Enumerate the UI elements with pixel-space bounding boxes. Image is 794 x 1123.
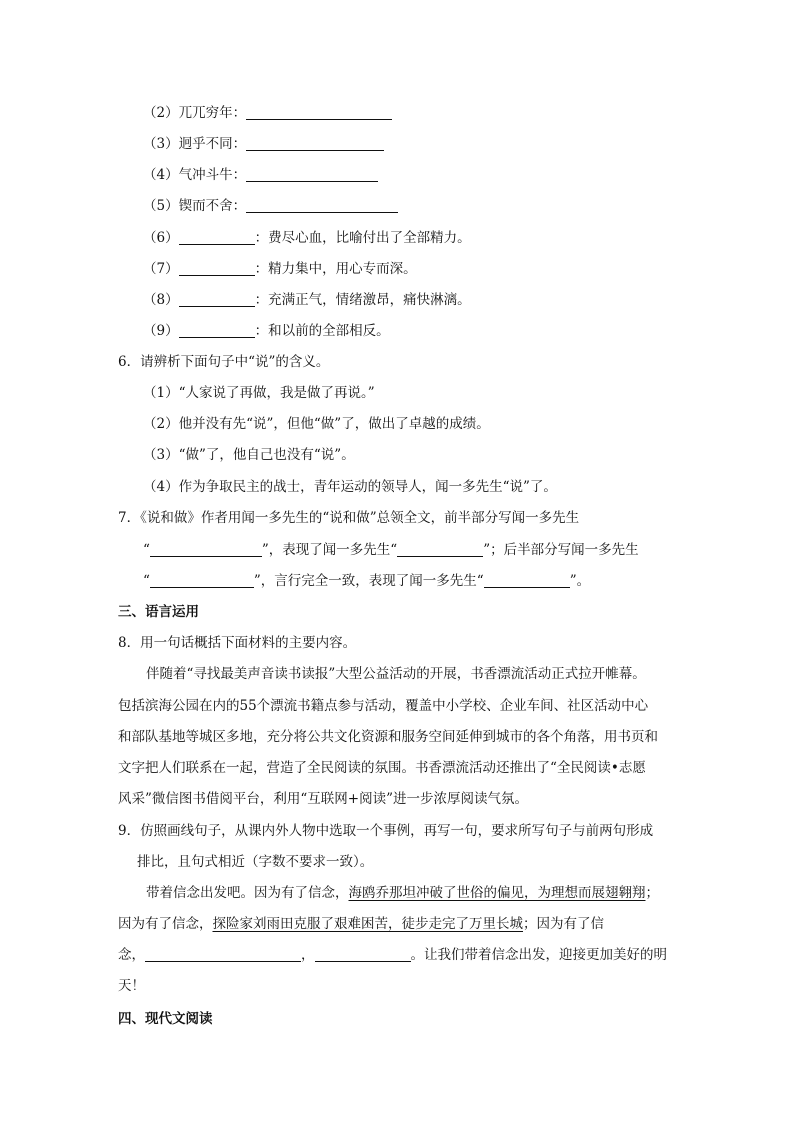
idiom-item-7: （7） ：精力集中，用心专而深。 [143,261,417,277]
question-9-para-line-2: 因为有了信念，探险家刘雨田克服了艰难困苦，徒步走完了万里长城；因为有了信 [118,916,604,932]
idiom-item-8: （8） ：充满正气，情绪激昂，痛快淋漓。 [143,292,471,308]
answer-blank[interactable] [150,573,254,588]
question-7-line-1: 7．《说和做》作者用闻一多先生的“说和做”总领全文，前半部分写闻一多先生 [118,510,580,526]
answer-blank[interactable] [179,261,255,276]
question-8-para-line-4: 文字把人们联系在一起，营造了全民阅读的氛围。书香漂流活动还推出了“全民阅读•志愿 [118,760,646,776]
answer-blank[interactable] [179,292,255,307]
question-9-para-line-3: 念， ， 。让我们带着信念出发，迎接更加美好的明 [118,947,667,963]
question-9-para-line-4: 天！ [118,978,145,994]
answer-blank[interactable] [246,198,398,213]
answer-blank[interactable] [179,323,255,338]
question-6-item-4: （4）作为争取民主的战士，青年运动的领导人，闻一多先生“说”了。 [143,479,557,495]
answer-blank[interactable] [179,230,255,245]
question-6-item-2: （2）他并没有先“说”，但他“做”了，做出了卓越的成绩。 [143,416,490,432]
underlined-sentence-2: 探险家刘雨田克服了艰难困苦，徒步走完了万里长城 [212,916,523,932]
question-8-para-line-2: 包括滨海公园在内的55个漂流书籍点参与活动，覆盖中小学校、企业车间、社区活动中心 [118,698,649,714]
question-9-para-line-1: 带着信念出发吧。因为有了信念，海鸥乔那坦冲破了世俗的偏见，为理想而展翅翱翔； [146,885,659,901]
question-8-para-line-3: 和部队基地等城区多地，充分将公共文化资源和服务空间延伸到城市的各个角落，用书页和 [118,729,658,745]
answer-blank[interactable] [246,167,378,182]
answer-blank[interactable] [397,542,483,557]
idiom-item-9: （9） ：和以前的全部相反。 [143,323,390,339]
section-heading-3: 三、语言运用 [118,604,199,620]
question-9-stem-line-1: 9．仿照画线句子，从课内外人物中选取一个事例，再写一句，要求所写句子与前两句形成 [118,823,654,839]
answer-blank[interactable] [246,105,392,120]
answer-blank[interactable] [145,947,301,962]
idiom-item-5: （5）锲而不舍： [143,197,398,215]
question-8-para-line-1: 伴随着“寻找最美声音读书读报”大型公益活动的开展，书香漂流活动正式拉开帷幕。 [146,666,646,682]
question-6-item-1: （1）“人家说了再做，我是做了再说。” [143,385,375,401]
section-heading-4: 四、现代文阅读 [118,1011,213,1027]
question-9-stem-line-2: 排比，且句式相近（字数不要求一致）。 [137,854,374,870]
answer-blank[interactable] [246,136,384,151]
underlined-sentence-1: 海鸥乔那坦冲破了世俗的偏见，为理想而展翅翱翔 [348,885,646,901]
answer-blank[interactable] [150,542,262,557]
idiom-item-4: （4）气冲斗牛： [143,166,378,184]
question-8-stem: 8．用一句话概括下面材料的主要内容。 [118,635,357,651]
answer-blank[interactable] [315,947,411,962]
question-7-line-2: “ ”，表现了闻一多先生“ ”；后半部分写闻一多先生 [143,542,639,558]
question-8-para-line-5: 风采”微信图书借阅平台，利用“互联网+阅读”进一步浓厚阅读气氛。 [118,791,529,807]
answer-blank[interactable] [484,573,570,588]
question-6-stem: 6．请辨析下面句子中“说”的含义。 [118,354,330,370]
idiom-item-6: （6） ：费尽心血，比喻付出了全部精力。 [143,230,471,246]
idiom-item-3: （3）迥乎不同： [143,135,384,153]
question-7-line-3: “ ”，言行完全一致，表现了闻一多先生“ ”。 [143,573,591,589]
idiom-item-2: （2）兀兀穷年： [143,104,392,122]
question-6-item-3: （3）“做”了，他自己也没有“说”。 [143,447,355,463]
